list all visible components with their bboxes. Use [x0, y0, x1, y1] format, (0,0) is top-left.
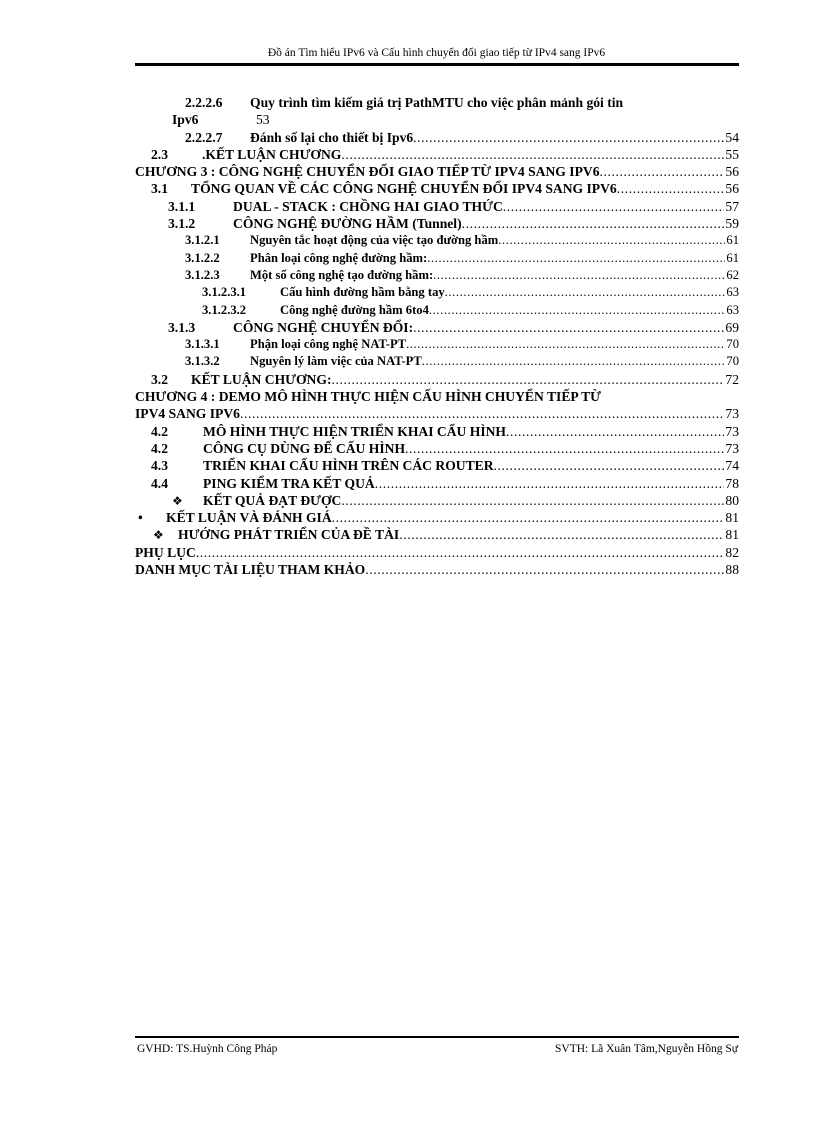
toc-dot-leader [240, 405, 724, 422]
toc-entry-number: 3.1.2.3.2 [202, 302, 247, 317]
toc-entry-number: 3.1.2.3.1 [202, 285, 247, 300]
toc-entry-number: 3.1 [151, 181, 168, 197]
toc-entry[interactable] [135, 215, 739, 232]
footer-students: SVTH: Lã Xuân Tâm,Nguyễn Hồng Sự [555, 1043, 738, 1055]
header-title: Đồ án Tìm hiểu IPv6 và Cấu hình chuyển đổi giao tiếp từ IPv4 sang IPv6 [267, 47, 606, 59]
toc-dot-leader [341, 146, 724, 163]
toc-entry-page: 88 [725, 562, 739, 578]
toc-entry-title: Ipv6 [172, 112, 199, 128]
toc-entry[interactable] [135, 509, 739, 526]
toc-entry[interactable] [135, 405, 739, 422]
toc-entry-page: 82 [725, 544, 739, 560]
toc-entry-number: 2.3 [151, 146, 168, 162]
toc-entry-page: 56 [725, 164, 739, 180]
toc-entry-number: 3.1.3.2 [185, 354, 220, 369]
toc-entry-title: DUAL - STACK : CHỒNG HAI GIAO THỨC [233, 198, 503, 214]
toc-entry-page: 78 [725, 475, 739, 491]
toc-dot-leader [427, 250, 725, 267]
toc-entry-title: Phân loại công nghệ đường hầm: [250, 250, 428, 265]
table-of-contents [135, 94, 739, 578]
toc-dot-leader [332, 509, 725, 526]
toc-entry-title: TỔNG QUAN VỀ CÁC CÔNG NGHỆ CHUYỂN ĐỔI IPV4 SANG IPV6 [191, 181, 617, 197]
toc-dot-leader [600, 163, 725, 180]
toc-dot-leader [494, 457, 725, 474]
toc-entry[interactable] [135, 423, 739, 440]
toc-dot-leader [405, 440, 724, 457]
header-rule [135, 63, 739, 66]
toc-entry[interactable] [135, 232, 739, 249]
toc-entry[interactable] [135, 146, 739, 163]
toc-entry-number: 3.1.3 [168, 319, 196, 335]
bullet-icon: • [138, 510, 143, 526]
toc-entry-title: CÔNG CỤ DÙNG ĐỂ CẤU HÌNH [203, 440, 406, 456]
toc-entry-title: CÔNG NGHỆ CHUYỂN ĐỔI: [233, 319, 414, 335]
toc-entry-number: 4.2 [151, 423, 168, 439]
toc-entry-page: 53 [256, 112, 270, 128]
toc-entry-number: 4.4 [151, 475, 168, 491]
toc-dot-leader [422, 353, 726, 370]
diamond-bullet-icon: ❖ [153, 528, 164, 543]
toc-dot-leader [429, 302, 726, 319]
toc-dot-leader [617, 180, 725, 197]
toc-entry-title: Đánh số lại cho thiết bị Ipv6 [250, 129, 414, 145]
toc-entry-number: 3.1.2.2 [185, 250, 220, 265]
toc-entry[interactable] [135, 388, 739, 405]
toc-entry[interactable] [135, 163, 739, 180]
toc-entry[interactable] [135, 561, 739, 578]
toc-entry-title: Nguyên tắc hoạt động của việc tạo đường hầm [250, 233, 499, 248]
toc-dot-leader [331, 371, 724, 388]
toc-entry-page: 61 [726, 233, 739, 248]
toc-entry-title: Nguyên lý làm việc của NAT-PT [250, 354, 422, 369]
toc-entry-page: 73 [725, 423, 739, 439]
toc-dot-leader [406, 336, 725, 353]
page-header [135, 46, 738, 60]
toc-entry-title: .KẾT LUẬN CHƯƠNG [202, 146, 342, 162]
toc-dot-leader [375, 475, 725, 492]
toc-entry-number: 4.3 [151, 458, 168, 474]
toc-entry-number: 3.1.1 [168, 198, 196, 214]
toc-entry-title: Công nghệ đường hầm 6to4 [280, 302, 429, 317]
toc-entry-title: Phận loại công nghệ NAT-PT [250, 337, 407, 352]
toc-entry-title: Một số công nghệ tạo đường hầm: [250, 267, 434, 282]
toc-dot-leader [399, 526, 724, 543]
toc-entry-page: 70 [726, 337, 739, 352]
toc-entry-page: 74 [725, 458, 739, 474]
toc-entry-page: 56 [725, 181, 739, 197]
toc-entry-title: CÔNG NGHỆ ĐƯỜNG HẦM (Tunnel) [233, 216, 462, 232]
toc-entry-page: 61 [726, 250, 739, 265]
toc-entry-page: 63 [726, 302, 739, 317]
toc-entry-number: 4.2 [151, 440, 168, 456]
toc-entry-page: 57 [725, 198, 739, 214]
toc-entry-number: 3.1.3.1 [185, 337, 220, 352]
toc-entry[interactable] [135, 371, 739, 388]
toc-entry-number: 3.2 [151, 371, 168, 387]
toc-entry-number: 3.1.2.1 [185, 233, 220, 248]
toc-entry-page: 55 [725, 146, 739, 162]
toc-entry-title: Quy trình tìm kiếm giá trị PathMTU cho việc phân mảnh gói tin [250, 95, 624, 110]
footer-supervisor: GVHD: TS.Huỳnh Công Pháp [137, 1043, 278, 1055]
toc-entry-number: 3.1.2 [168, 216, 196, 232]
toc-entry-title: KẾT LUẬN VÀ ĐÁNH GIÁ [166, 510, 332, 526]
toc-dot-leader [413, 319, 724, 336]
toc-entry[interactable] [135, 440, 739, 457]
toc-entry-page: 69 [725, 319, 739, 335]
toc-entry[interactable] [135, 129, 739, 146]
toc-dot-leader [341, 492, 724, 509]
toc-entry[interactable] [135, 336, 739, 353]
footer-rule [135, 1036, 739, 1038]
toc-entry-title: PHỤ LỤC [135, 544, 196, 560]
toc-entry-page: 70 [726, 354, 739, 369]
toc-entry-page: 72 [725, 371, 739, 387]
toc-entry-title: TRIỂN KHAI CẤU HÌNH TRÊN CÁC ROUTER [203, 458, 494, 474]
toc-entry[interactable] [135, 492, 739, 509]
toc-entry[interactable] [135, 198, 739, 215]
toc-entry-title: KẾT LUẬN CHƯƠNG: [191, 371, 332, 387]
toc-entry-title: IPV4 SANG IPV6 [135, 406, 240, 422]
toc-entry[interactable] [135, 180, 739, 197]
toc-entry[interactable] [135, 250, 739, 267]
toc-entry[interactable] [135, 111, 739, 128]
toc-entry-title: HƯỚNG PHÁT TRIỂN CỦA ĐỀ TÀI [178, 527, 400, 543]
toc-entry-title: MÔ HÌNH THỰC HIỆN TRIỂN KHAI CẤU HÌNH [203, 423, 506, 439]
toc-dot-leader [462, 215, 725, 232]
toc-entry[interactable] [135, 267, 739, 284]
toc-entry-page: 59 [725, 216, 739, 232]
toc-entry-title: PING KIỂM TRA KẾT QUẢ [203, 475, 375, 491]
toc-entry[interactable] [135, 353, 739, 370]
toc-entry-title: DANH MỤC TÀI LIỆU THAM KHẢO [135, 562, 366, 578]
toc-entry-page: 54 [725, 129, 739, 145]
toc-dot-leader [413, 129, 724, 146]
toc-entry-page: 73 [725, 440, 739, 456]
toc-entry-page: 73 [725, 406, 739, 422]
toc-entry-page: 81 [725, 527, 739, 543]
toc-dot-leader [445, 284, 726, 301]
toc-entry-title: KẾT QUẢ ĐẠT ĐƯỢC [203, 492, 342, 508]
toc-entry-page: 62 [726, 267, 739, 282]
toc-entry-title: CHƯƠNG 3 : CÔNG NGHỆ CHUYỂN ĐỔI GIAO TIẾP TỪ IPV4 SANG IPV6 [135, 164, 600, 180]
toc-entry[interactable] [135, 544, 739, 561]
toc-entry[interactable] [135, 475, 739, 492]
toc-dot-leader [503, 198, 725, 215]
toc-entry[interactable] [135, 284, 739, 301]
toc-entry[interactable] [135, 457, 739, 474]
toc-entry-page: 81 [725, 510, 739, 526]
toc-entry-page: 80 [725, 492, 739, 508]
toc-entry[interactable] [135, 94, 739, 111]
toc-entry-title: Cấu hình đường hầm bằng tay [280, 285, 445, 300]
toc-entry-page: 63 [726, 285, 739, 300]
toc-dot-leader [365, 561, 724, 578]
toc-dot-leader [506, 423, 724, 440]
toc-dot-leader [498, 232, 725, 249]
toc-entry-number: 3.1.2.3 [185, 267, 220, 282]
toc-entry[interactable] [135, 319, 739, 336]
toc-dot-leader [196, 544, 725, 561]
toc-entry-number: 2.2.2.7 [185, 129, 223, 145]
toc-dot-leader [433, 267, 725, 284]
toc-entry-title: CHƯƠNG 4 : DEMO MÔ HÌNH THỰC HIỆN CẤU HÌNH CHUYỂN TIẾP TỪ [135, 389, 601, 405]
toc-entry[interactable] [135, 526, 739, 543]
toc-entry[interactable] [135, 302, 739, 319]
toc-entry-number: 2.2.2.6 [185, 95, 223, 110]
diamond-bullet-icon: ❖ [172, 493, 183, 508]
